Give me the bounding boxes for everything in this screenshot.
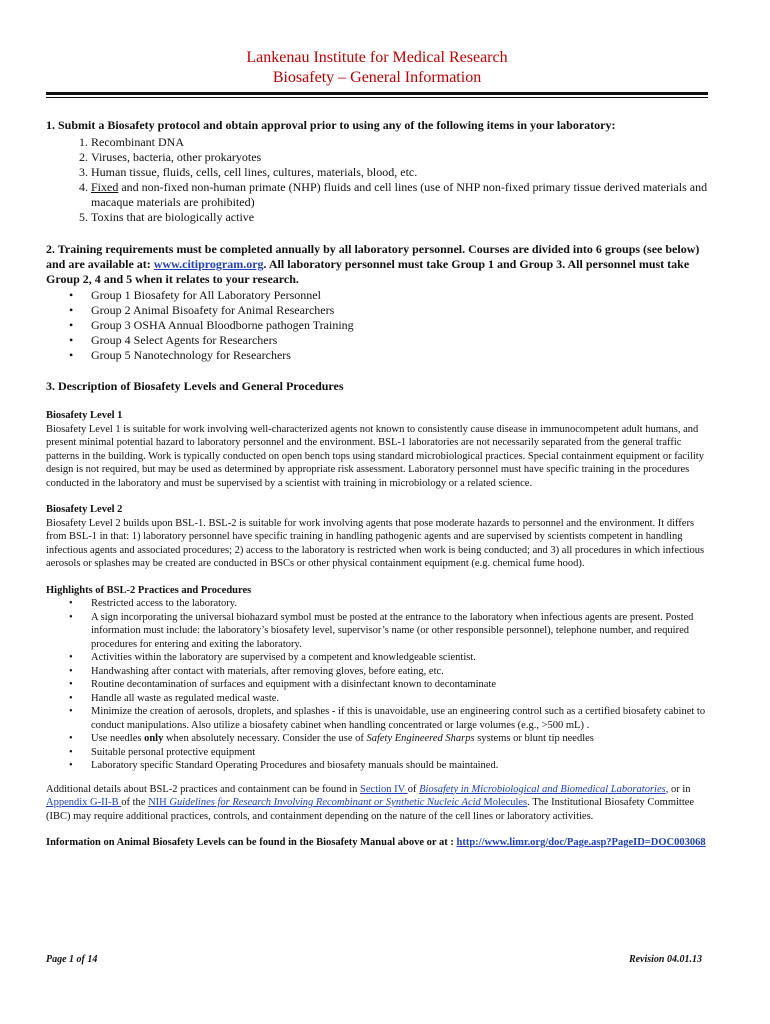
additional-text-5: . The Institutional Biosafety Committee (IBC) may require additional practices, controls, and containment depending on the nature of the cell lines or laboratory activities.	[46, 797, 695, 822]
document-page	[46, 48, 708, 850]
bmbl-link[interactable]: Biosafety in Microbiological and Biomedical Laboratories	[419, 783, 666, 795]
bsl2-block	[46, 503, 708, 571]
highlights-list	[46, 597, 708, 773]
additional-text-1: Additional details about BSL-2 practices and containment can be found in	[46, 783, 361, 795]
bsl2-text: Biosafety Level 2 builds upon BSL-1. BSL-2 is suitable for work involving agents that pose moderate hazards to personnel and the environment. It differs from BSL-1 in that: 1) laboratory personnel have specific training in handling pathogenic agents and are supervised by scientists competent in handling infectious agents and associated procedures; 2) access to the laboratory is restricted when work is being conducted; and 3) all procedures in which infectious aerosols or splashes may be created are conducted in BSCs or other physical containment equipment (e.g. chemical fume hood).	[46, 517, 705, 569]
list-item: • Minimize the creation of aerosols, droplets, and splashes - if this is unavoidable, use an engineering control such as a certified biosafety cabinet to conduct manipulations. Also utilize a biosafety cabinet when handling concentrated or large volumes (e.g., >500 mL) .	[91, 705, 708, 732]
item-4-rest: and non-fixed non-human primate (NHP) fluids and cell lines (use of NHP non-fixed primary tissue derived materials and macaque materials are prohibited)	[91, 180, 708, 209]
needles-text-b: when absolutely necessary. Consider the use of	[163, 733, 367, 744]
needles-text-c: systems or blunt tip needles	[474, 733, 594, 744]
animal-text: Information on Animal Biosafety Levels can be found in the Biosafety Manual above or at :	[46, 837, 457, 848]
list-item: • Group 4 Select Agents for Researchers	[91, 333, 708, 348]
list-item: • Activities within the laboratory are supervised by a competent and knowledgeable scientist.	[91, 651, 708, 665]
needles-sharps: Safety Engineered Sharps	[366, 733, 475, 744]
training-groups-list	[46, 288, 708, 363]
list-item: • Routine decontamination of surfaces and equipment with a disinfectant known to decontaminate	[91, 678, 708, 692]
bsl1-heading: Biosafety Level 1	[46, 410, 123, 421]
section-1-title: 1. Submit a Biosafety protocol and obtain approval prior to using any of the following items in your laboratory:	[46, 118, 616, 132]
fixed-underlined: Fixed	[91, 180, 119, 194]
bsl1-text: Biosafety Level 1 is suitable for work involving well-characterized agents not known to consistently cause disease in immunocompetent adult humans, and present minimal potential hazard to laboratory personnel and the environment. BSL-1 laboratories are not necessarily separated from the general traffic patterns in the building. Work is typically conducted on open bench tops using standard microbiological practices. Special containment equipment or facility design is not required, but may be used as determined by appropriate risk assessment. Laboratory personnel must have specific training in the procedures conducted in the laboratory and must be supervised by a scientist with training in microbiology or a related science.	[46, 423, 704, 489]
list-item: 3. Human tissue, fluids, cells, cell lines, cultures, materials, blood, etc.	[91, 165, 708, 180]
additional-details	[46, 783, 708, 824]
list-item	[91, 180, 708, 210]
additional-text-2: of	[407, 783, 420, 795]
molecules-link[interactable]: Molecules	[483, 797, 528, 808]
bsl1-block	[46, 409, 708, 490]
page-number: Page 1 of 14	[46, 954, 98, 965]
document-title: Biosafety – General Information	[272, 69, 482, 86]
section-iv-link[interactable]: Section IV	[360, 783, 408, 795]
nih-guidelines-link[interactable]: Guidelines for Research Involving Recombinant or Synthetic Nucleic Acid	[169, 797, 484, 808]
list-item: • Laboratory specific Standard Operating Procedures and biosafety manuals should be maintained.	[91, 759, 708, 773]
list-item: • Suitable personal protective equipment	[91, 746, 708, 760]
additional-text-4: of the	[121, 797, 149, 808]
appendix-link[interactable]: Appendix G-II-B	[46, 797, 122, 808]
list-item: • A sign incorporating the universal biohazard symbol must be posted at the entrance to the laboratory when infectious agents are present. Posted information must include: the laboratory’s biosafety level, supervisor’s name (or other responsible personnel), telephone number, and required procedures for entering and exiting the laboratory.	[91, 611, 708, 652]
section-2-title	[46, 242, 708, 287]
section-1-list	[46, 135, 708, 225]
section-3	[46, 379, 708, 773]
institute-name: Lankenau Institute for Medical Research	[246, 49, 508, 66]
section-3-title: 3. Description of Biosafety Levels and General Procedures	[46, 379, 344, 393]
nih-link[interactable]: NIH	[148, 797, 170, 808]
list-item: 1. Recombinant DNA	[91, 135, 708, 150]
revision-label: Revision 04.01.13	[628, 954, 702, 965]
animal-biosafety-link[interactable]: http://www.limr.org/doc/Page.asp?PageID=DOC003068	[456, 837, 706, 848]
needles-text-a: Use needles	[91, 733, 145, 744]
header-rule-thin	[46, 97, 708, 98]
section-1	[46, 118, 708, 225]
citi-program-link[interactable]: www.citiprogram.org	[153, 257, 264, 271]
highlights-heading: Highlights of BSL-2 Practices and Procedures	[46, 584, 252, 596]
list-item: • Group 5 Nanotechnology for Researchers	[91, 348, 708, 363]
list-item: • Group 1 Biosafety for All Laboratory Personnel	[91, 288, 708, 303]
list-item: • Group 2 Animal Bisoafety for Animal Researchers	[91, 303, 708, 318]
list-item: 2. Viruses, bacteria, other prokaryotes	[91, 150, 708, 165]
list-item: 5. Toxins that are biologically active	[91, 210, 708, 225]
additional-text-3: , or in	[665, 783, 691, 795]
list-item: • Group 3 OSHA Annual Bloodborne pathogen Training	[91, 318, 708, 333]
list-item: • Restricted access to the laboratory.	[91, 597, 708, 611]
bsl2-heading: Biosafety Level 2	[46, 504, 123, 515]
needles-only: only	[144, 733, 164, 744]
list-item: • Handle all waste as regulated medical waste.	[91, 692, 708, 706]
animal-biosafety-info	[46, 836, 708, 850]
list-item	[91, 732, 708, 746]
page-footer	[46, 954, 702, 965]
section-2-title-b: . All laboratory personnel must take Group 1 and Group 3. All personnel must take Group 2, 4 and 5 when it relates to your research.	[46, 257, 690, 286]
header-rule-thick	[46, 92, 708, 95]
section-2	[46, 242, 708, 363]
document-header	[46, 48, 708, 88]
section-2-title-a: 2. Training requirements must be completed annually by all laboratory personnel. Courses are divided into 6 groups (see below) and are available at:	[46, 242, 700, 271]
list-item: • Handwashing after contact with materials, after removing gloves, before eating, etc.	[91, 665, 708, 679]
highlights-block	[46, 584, 708, 773]
